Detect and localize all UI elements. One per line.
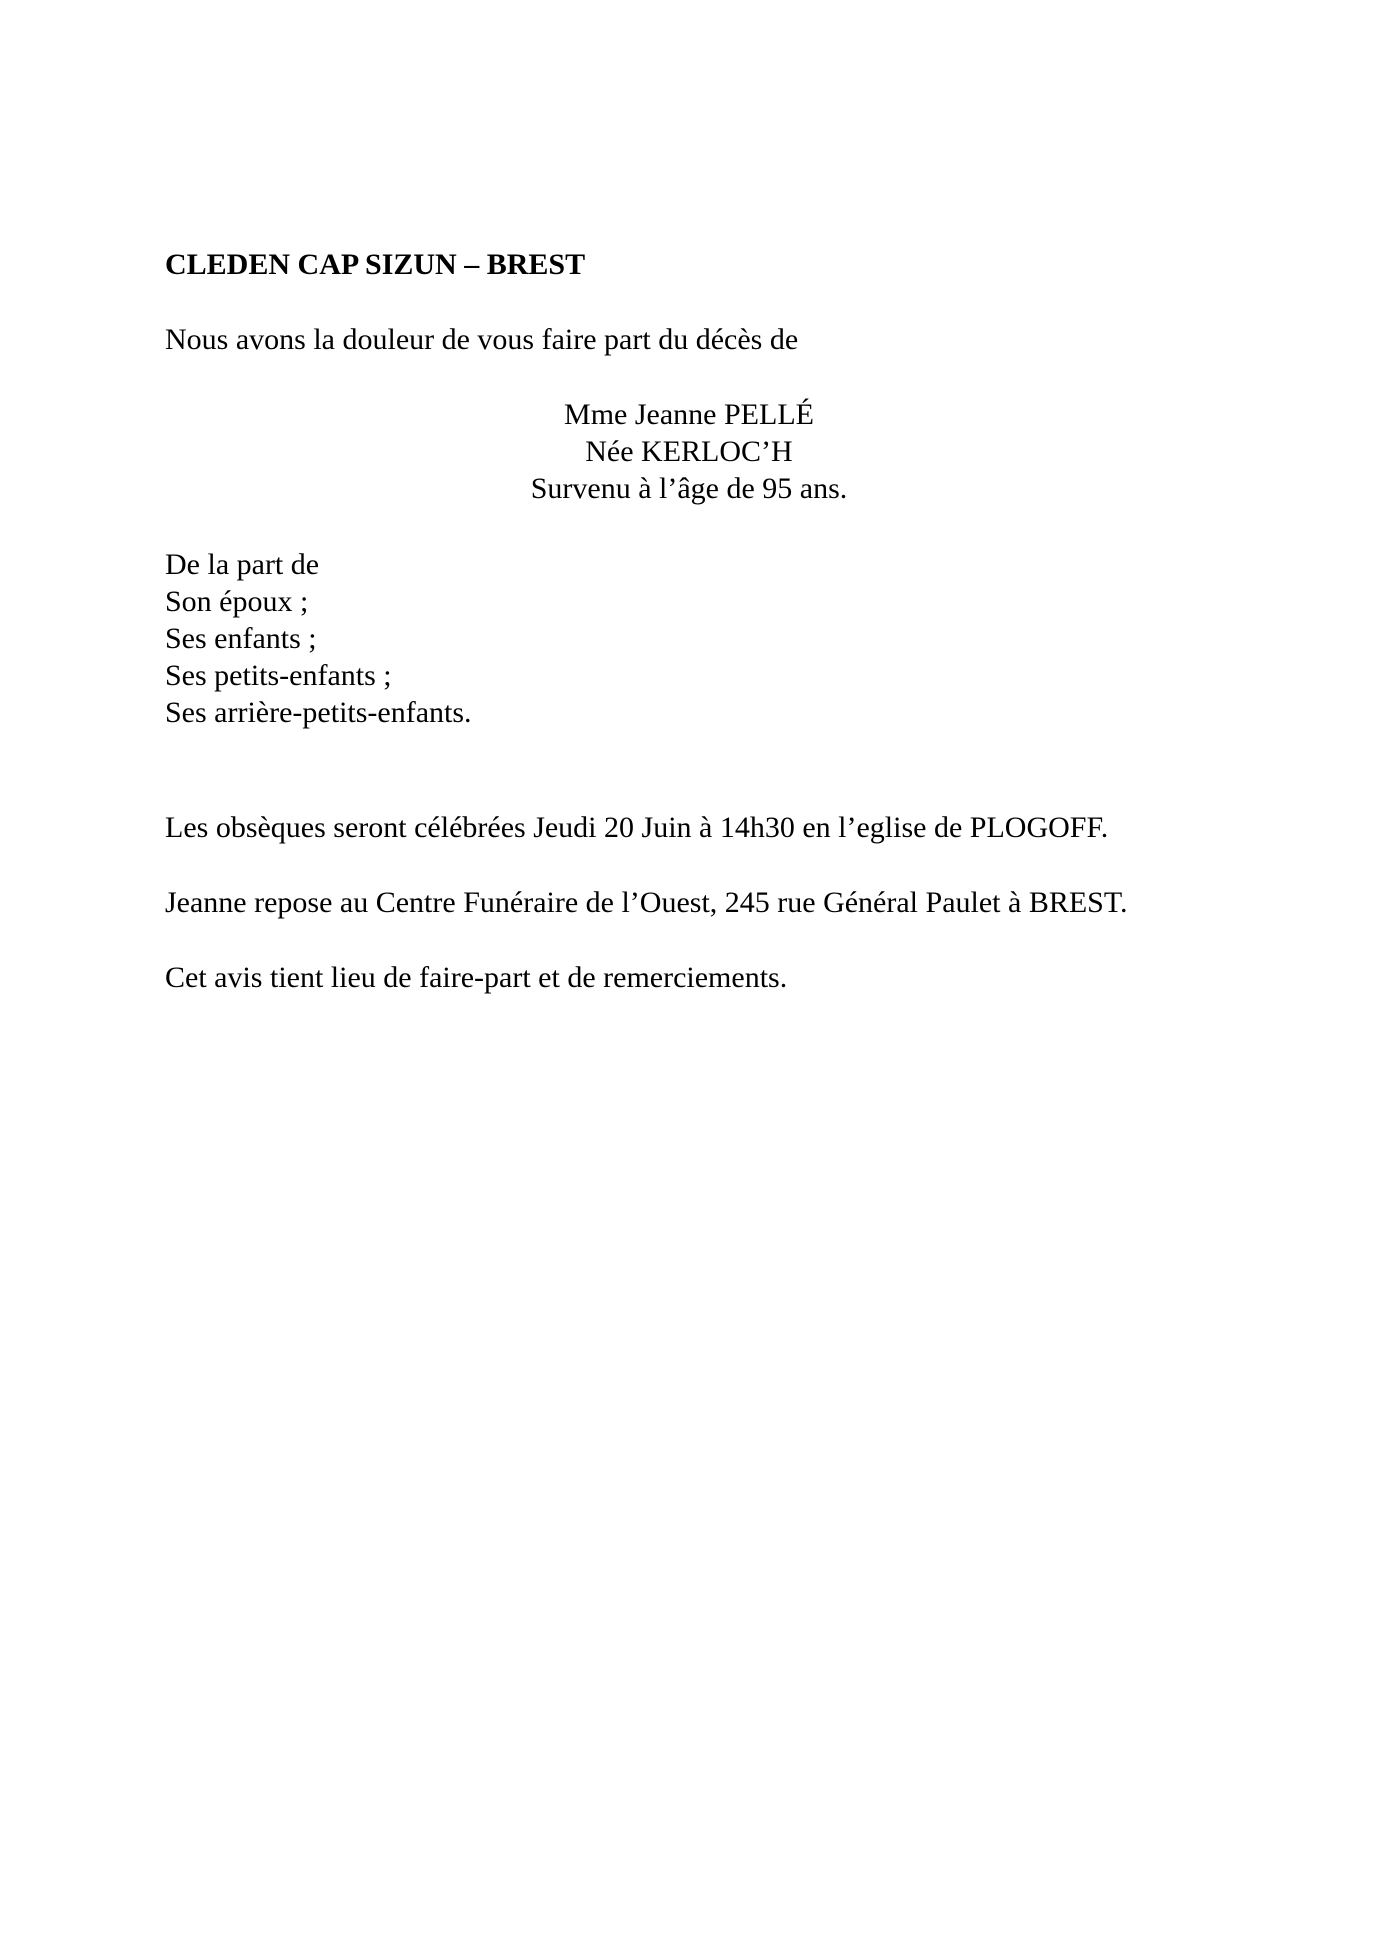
intro-text: Nous avons la douleur de vous faire part du décès de — [165, 323, 799, 356]
deceased-block — [0, 396, 1378, 507]
notice-paragraph: Cet avis tient lieu de faire-part et de remerciements. — [165, 961, 788, 994]
resting-place-paragraph: Jeanne repose au Centre Funéraire de l’Ouest, 245 rue Général Paulet à BREST. — [165, 886, 1128, 919]
family-block — [165, 546, 472, 731]
family-member-children: Ses enfants ; — [165, 622, 317, 655]
family-member-spouse: Son époux ; — [165, 585, 309, 618]
family-member-great-grandchildren: Ses arrière-petits-enfants. — [165, 696, 472, 729]
family-lead: De la part de — [165, 548, 320, 581]
funeral-paragraph: Les obsèques seront célébrées Jeudi 20 Juin à 14h30 en l’eglise de PLOGOFF. — [165, 811, 1109, 844]
document-heading: CLEDEN CAP SIZUN – BREST — [165, 248, 586, 281]
deceased-age: Survenu à l’âge de 95 ans. — [530, 472, 848, 505]
deceased-maiden-name: Née KERLOC’H — [585, 435, 793, 468]
family-member-grandchildren: Ses petits-enfants ; — [165, 659, 392, 692]
deceased-name: Mme Jeanne PELLÉ — [564, 398, 814, 431]
